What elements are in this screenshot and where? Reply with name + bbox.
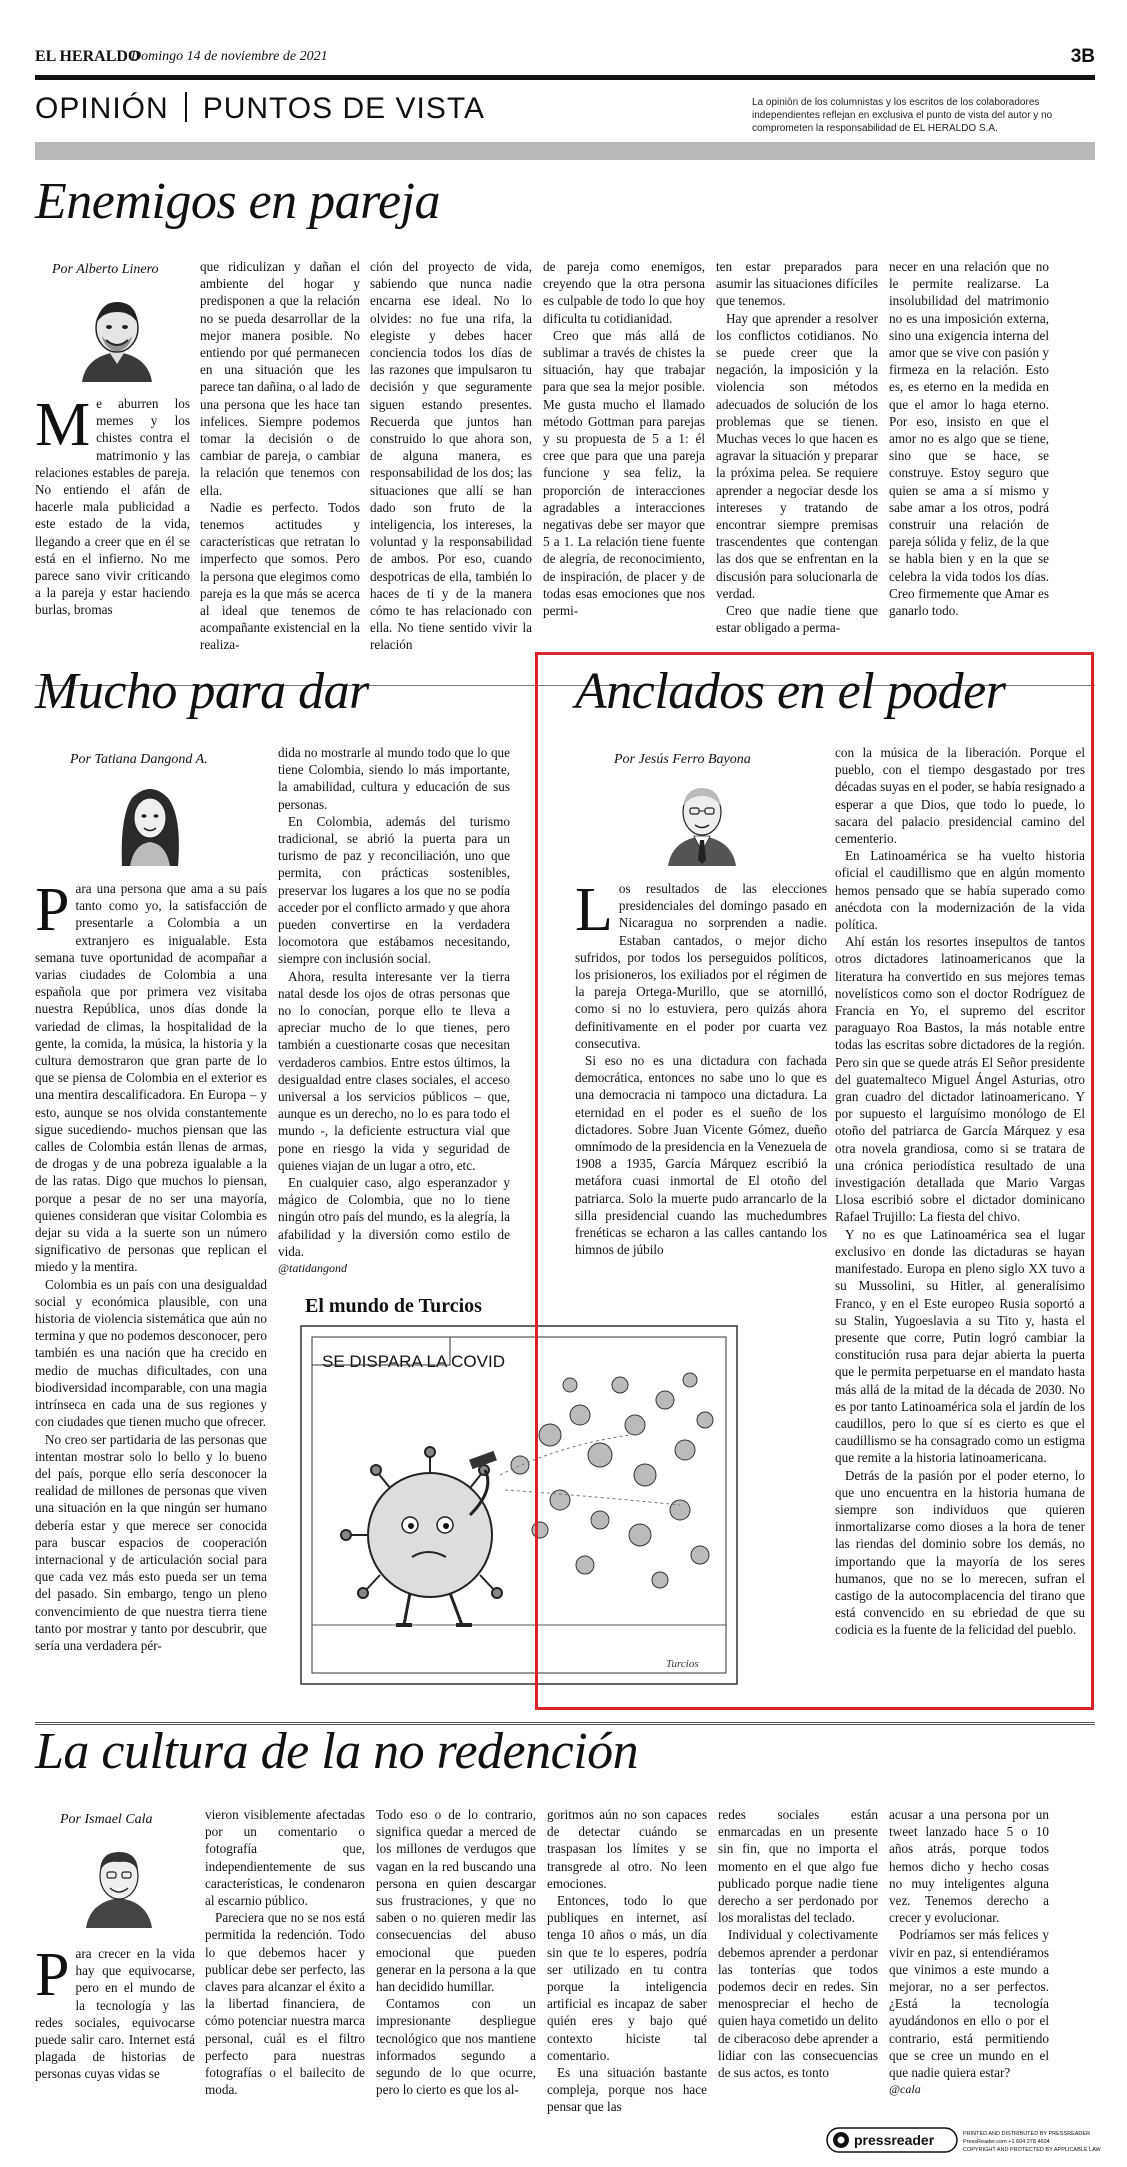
opinion-disclaimer: La opinión de los columnistas y los escritos de los colaboradores independientes reflejan en exclusiva el punto de vista del autor y no comprometen la responsabilidad de EL HERALDO S.A. [752, 97, 1053, 134]
top-rule [35, 75, 1095, 80]
byline-cultura: Por Ismael Cala [60, 1812, 153, 1827]
byline-mucho: Por Tatiana Dangond A. [70, 752, 208, 767]
svg-text:pressreader: pressreader [854, 2132, 935, 2148]
article-enemigos-col-3: ción del proyecto de vida, sabiendo que nunca nadie encarna ese ideal. No lo olvides: no fue una rifa, la elegiste y debes hacer conciencia todos los días de las razones que impulsaron tu decisión y que seguramente siguen estando presentes. Recuerda que juntos han construido lo que ahora son, de alguna manera, es responsabilidad de los dos; las situaciones que allí se han dado son fruto de la inteligencia, los intereses, la voluntad y la responsabilidad de ambos. Por eso, cuando despotricas de ella, también lo haces de ti y de la manera cómo te has relacionado con ella. No tiene sentido vivir la relación [370, 259, 532, 653]
author-photo-linero [72, 290, 162, 382]
article-mucho-col-1: Para una persona que ama a su país tanto como yo, la satisfacción de presentarle a Colombia a un extranjero es inigualable. Esta semana tuve oportunidad de acompañar a varias ciudades de Colombia a una española que por primera vez visitaba nuestra República, unos días donde la variedad de climas, la hospitalidad de la gente, la comida, la música, la historia y la cultura demostraron que gran parte de lo que se piensa de Colombia en el exterior es una mentira descalificadora. En Europa – y esto, aunque se nos olvida constantemente sigue sucediendo- muchos piensan que las calles de Colombia están llenas de armas, de drogas y de una pobreza igualable a la de las ratas. Digo que muchos lo piensan, porque a pesar de no ser una mayoría, quienes consideran que visitar Colombia es dejar su vida a la suerte son un número significativo de personas que replican el miedo y la mentira. Colombia es un país con una desigualdad social y económica plausible, con una historia de violencia sistemática que aún no termina y que no podemos desconocer, pero también es una nación que ha crecido en medio de muchas dificultades, con una biodiversidad incomparable, con una magia intrínseca en cada una de sus regiones y con ciudades que tienen mucho que ofrecer. No creo ser partidaria de las personas que intentan mostrar solo lo bello y lo bueno del país, porque ello sería desconocer la realidad de millones de personas que viven una situación en la que ningún ser humano debería estar y que merece ser conocida para buscar espacios de cooperación internacional y de articulación social para que cada vez más esto pueda ser un tema del pasado. Sin embargo, tengo un pleno convencimiento de que nuestra tierra tiene tanto por mostrar y tanto por descubrir, que sería una verdadera pér- [35, 876, 268, 1653]
section-subtitle: PUNTOS DE VISTA [202, 92, 485, 125]
issue-date: Domingo 14 de noviembre de 2021 [131, 49, 328, 64]
article-enemigos-col-4: de pareja como enemigos, creyendo que la otra persona es culpable de todo lo que hoy dificulta tu cotidianidad. Creo que más allá de sublimar a través de chistes la situación, hay que trabajar para que sea la mejor posible. Me gusta mucho el llamado método Gottman para parejas y su propuesta de 5 a 1: él cree que para que una pareja funcione y sea feliz, la proporción de interacciones agradables a interacciones negativas debe ser mayor que 5 a 1. La relación tiene fuente de alegría, de reconocimiento, de inspiración, de placer y de todas esas emociones que nos permi- [543, 259, 705, 619]
dropcap: M [35, 391, 91, 459]
article-cultura-col-2: vieron visiblemente afectadas por un comentario o fotografía que, independientemente de sus características, le condenaron al escarnio público. Pareciera que no se nos está permitida la redención. Todo lo que debemos hacer y publicar debe ser perfecto, las claves para alcanzar el éxito a la libertad financiera, de cómo potenciar nuestra marca personal, cuál es el filtro perfecto para nuestras fotografías o el bailecito de moda. [205, 1807, 365, 2098]
article-enemigos-col-5: ten estar preparados para asumir las situaciones difíciles que tenemos. Hay que aprender a resolver los conflictos cotidianos. No se puede creer que la negación, la imposición y la violencia son métodos adecuados de solución de los problemas que se tienen. Muchas veces lo que hacen es agravar la situación y preparar la próxima pelea. Se requiere aprender a negociar desde los intereses y tratando de encontrar siempre premisas trascendentes que contengan las dos que se enfrentan en la discusión para solucionarla de verdad. Creo que nadie tiene que estar obligado a perma- [716, 259, 878, 636]
article-mucho-col-2: dida no mostrarle al mundo todo que lo que tiene Colombia, siendo lo más importante, la amabilidad, cultura y educación de sus personas. En Colombia, además del turismo tradicional, se abrió la puerta para un turismo de paz y reconciliación, uno que permita, con prácticas sostenibles, preservar los lugares a los que no se podía acceder por el conflicto armado y que ahora pueden convertirse en la verdadera locomotora que estábamos necesitando, siempre con inclusión social. Ahora, resulta interesante ver la tierra natal desde los ojos de otras personas que no lo conocían, porque ello te lleva a apreciar mucho de lo que tienes, pero también a cuestionarte cosas que necesitan verdaderos cambios. Entre estos últimos, la desigualdad entre clases sociales, el acceso universal a los servicios públicos – que, aunque es un derecho, no lo es para todo el mundo -, la deficiente estructura vial que pone en riesgo la vida y seguridad de quienes viajan de un lugar a otro, etc. En cualquier caso, algo esperanzador y mágico de Colombia, que no lo tiene ningún otro país del mundo, es la alegría, la afabilidad y la diversión como estilo de vida. @tatidangond [278, 744, 510, 1264]
byline-anclados: Por Jesús Ferro Bayona [614, 752, 751, 767]
page-number: 3B [1070, 46, 1095, 67]
article-cultura-col-1: Para crecer en la vida hay que equivocarse, pero en el mundo de la tecnología y las redes sociales, equivocarse puede salir caro. Internet está plagada de historias de personas cuyas vidas se [35, 1941, 195, 2082]
pressreader-logo [827, 2125, 1101, 2155]
cartoon-caption: SE DISPARA LA COVID [322, 1352, 505, 1371]
article-enemigos-col-2: que ridiculizan y dañan el ambiente del hogar y predisponen a que la relación no se pueda desarrollar de la mejor manera posible. No entiendo por qué permanecen en una situación que les parece tan dañina, o al lado de una persona que les hace tan infelices. Siempre podemos tomar la decisión o de cambiar de pareja, o cambiar la relación que tenemos con ella. Nadie es perfecto. Todos tenemos actitudes y características que retratan lo imperfecto que somos. Pero la persona que elegimos como pareja es la que más se acerca al ideal que tenemos de acompañante existencial en la realiza- [200, 259, 361, 653]
cartoon-covid [300, 1325, 738, 1685]
dropcap: L [575, 876, 613, 944]
author-photo-ferro [660, 776, 744, 866]
cartoon-signature: Turcios [666, 1658, 699, 1670]
section-divider [185, 92, 187, 122]
svg-text:PRINTED AND DISTRIBUTED BY PRE: PRINTED AND DISTRIBUTED BY PRESSREADER [963, 2131, 1091, 2137]
article-cultura-col-6: acusar a una persona por un tweet lanzado hace 5 o 10 años atrás, porque todos hemos dicho y hecho cosas no muy inteligentes alguna vez. Tenemos derecho a crecer y evolucionar. Podríamos ser más felices y vivir en paz, si entendiéramos que vinimos a este mundo a mejorar, no a ser perfectos. ¿Está la tecnología ayudándonos en ello o por el contrario, está permitiendo que se cree un mundo en el que nadie quiera estar? @cala [889, 1806, 1049, 2116]
dropcap: P [35, 876, 70, 944]
svg-text:PressReader.com +1 604 278 46: PressReader.com +1 604 278 4604 [963, 2139, 1050, 2145]
section-title [35, 92, 485, 126]
byline-enemigos: Por Alberto Linero [52, 262, 159, 277]
article-enemigos-col-6: necer en una relación que no le permite realizarse. La insolubilidad del matrimonio no es una imposición externa, sino una exigencia interna del amor que se vive con pasión y firmeza en la relación. Esto es, es eterno en la medida en que el amor lo haga eterno. Por eso, insisto en que el amor no es algo que se tiene, sino que se hace, se construye. Estoy seguro que quien se ama a sí mismo y sabe amar a los otros, podrá construir una relación de pareja sólida y feliz, de la que se habla bien y en la que se celebra la vida todos los días. Creo firmemente que Amar es ganarlo todo. [889, 259, 1049, 619]
article-cultura-col-5: redes sociales están enmarcadas en un presente sin fin, que no importa el momento en el que algo fue publicado porque nadie tiene derecho a ser perdonado por los moralistas del teclado. Individual y colectivamente debemos aprender a perdonar las tonterías que todos podemos decir en redes. Sin menospreciar el hecho de quien haya cometido un delito de ciberacoso debe aprender a lidiar con las consecuencias de sus actos, es tonto [718, 1807, 878, 2081]
article-anclados-col-1: Los resultados de las elecciones presidenciales del domingo pasado en Nicaragua no sorprenden a nadie. Estaban cantados, o mejor dicho sufridos, por todos los perseguidos políticos, los prisioneros, los exiliados por el régimen de la pareja Ortega-Murillo, que se atornilló, como si no lo estuviera, pero quizás ahora definitivamente en el poder por cuarta vez consecutiva. Si eso no es una dictadura con fachada democrática, entonces no sabe uno lo que es una democracia ni tampoco una dictadura. La eternidad en el poder es el sueño de los dictadores. Sobre Juan Vicente Gómez, dueño omnímodo de la presidencia en la Venezuela de 1908 a 1935, García Márquez escribió la metáfora cuasi inmortal de El otoño del patriarca. Solo la muerte pudo arrancarlo de la silla presidencial cuando las muchedumbres frenéticas se echaron a las calles cantando los himnos de júbilo [575, 876, 827, 1258]
headline-enemigos: Enemigos en pareja [35, 173, 440, 230]
author-photo-dangond [110, 776, 190, 866]
section-band [35, 142, 1095, 160]
author-photo-cala [78, 1838, 160, 1928]
article-cultura-col-4: goritmos aún no son capaces de detectar cuándo se traspasan los límites y se transgrede al otro. No leen emociones. Entonces, todo lo que publiques en internet, así tenga 10 años o más, un día sin que te lo esperes, podría ser utilizado en tu contra porque la inteligencia artificial es incapaz de saber quién eres y bajo qué contexto hiciste tal comentario. Es una situación bastante compleja, porque nos hace pensar que las [547, 1807, 707, 2115]
headline-mucho: Mucho para dar [35, 663, 369, 720]
author-handle: @cala [889, 2082, 921, 2097]
dropcap: P [35, 1941, 70, 2009]
svg-text:COPYRIGHT AND PROTECTED BY APP: COPYRIGHT AND PROTECTED BY APPLICABLE LAW [963, 2147, 1101, 2153]
cartoon-title: El mundo de Turcios [305, 1295, 482, 1317]
section-name: OPINIÓN [35, 92, 169, 125]
author-handle: @tatidangond [278, 1261, 348, 1276]
headline-cultura: La cultura de la no redención [35, 1723, 639, 1780]
headline-anclados: Anclados en el poder [575, 663, 1006, 720]
article-cultura-col-3: Todo eso o de lo contrario, significa quedar a merced de los millones de verdugos que vagan en la red buscando una persona en quien descargar sus frustraciones, y que no saben o no quieren medir las consecuencias del abuso emocional que pueden generar en la persona a la que han decidido humillar. Contamos con un impresionante despliegue tecnológico que nos mantiene informados segundo a segundo de lo que ocurre, pero lo cierto es que los al- [376, 1807, 536, 2098]
article-anclados-col-2: con la música de la liberación. Porque el pueblo, con el tiempo desgastado por tres décadas suyas en el poder, se había resignado a esperar a que Dios, que todo lo puede, lo sacara del palacio presidencial camino del cementerio. En Latinoamérica se ha vuelto historia oficial el caudillismo que en algún momento hemos pensado que se había superado como anécdota con la modernización de la vida política. Ahí están los resortes insepultos de tantos otros dictadores latinoamericanos que la literatura ha convertido en sus mejores temas novelísticos como son el doctor Rodríguez de Francia en Yo, el supremo del escritor paraguayo Roa Bastos, la más notable entre todas las escritas sobre dictadores de la región. Pero sin que se quede atrás El Señor presidente del guatemalteco Miguel Ángel Asturias, otro gran cuadro del dictador latinoamericano. Y por supuesto el larguísimo monólogo de El otoño del patriarca de García Márquez y esa otra novela grandiosa, como si se tratara de una crónica periodística resultado de una investigación detallada que Mario Vargas Llosa escribió sobre el dictador dominicano Rafael Trujillo: La fiesta del chivo. Y no es que Latinoamérica sea el lugar exclusivo en donde las dictaduras se hayan manifestado. Europa en pleno siglo XX tuvo a su Mussolini, su Hitler, al generalísimo Franco, y en el Este europeo Rusia soportó a su Stalin, Yugoeslavia a su Tito y, hasta el presente que corre, Putin logró cambiar la constitución rusa para dejar abierta la puerta que le permita perpetuarse en el mandato hasta más allá de la mitad de la década de 2030. No es por tanto Latinoamérica sola el jardín de los caudillos, pero lo que sí es cierto es que el caudillismo se ha consagrado como un estigma que remite a la historia latinoamericana. Detrás de la pasión por el poder eterno, lo que uno encuentra en la historia humana de siempre son individuos que quieren inmortalizarse como dioses a la hora de tener las riendas del dominio sobre los demás, no importando que la mayoría de los seres humanos, que no se lo merecen, sufran el castigo de la autocomplacencia del tirano que está convencido en su ebriedad de que su codicia es la fuente de la felicidad del pueblo. [835, 745, 1085, 1638]
paper-name: EL HERALDO [35, 48, 141, 65]
masthead [35, 46, 1095, 72]
article-enemigos-col-1: Me aburren los memes y los chistes contra el matrimonio y las relaciones estables de pareja. No entiendo el afán de hacerle mala publicidad a este estado de la vida, llegando a creer que en él se está en el infierno. No me parece sano vivir criticando a la pareja y estar haciendo burlas, bromas [35, 391, 190, 618]
